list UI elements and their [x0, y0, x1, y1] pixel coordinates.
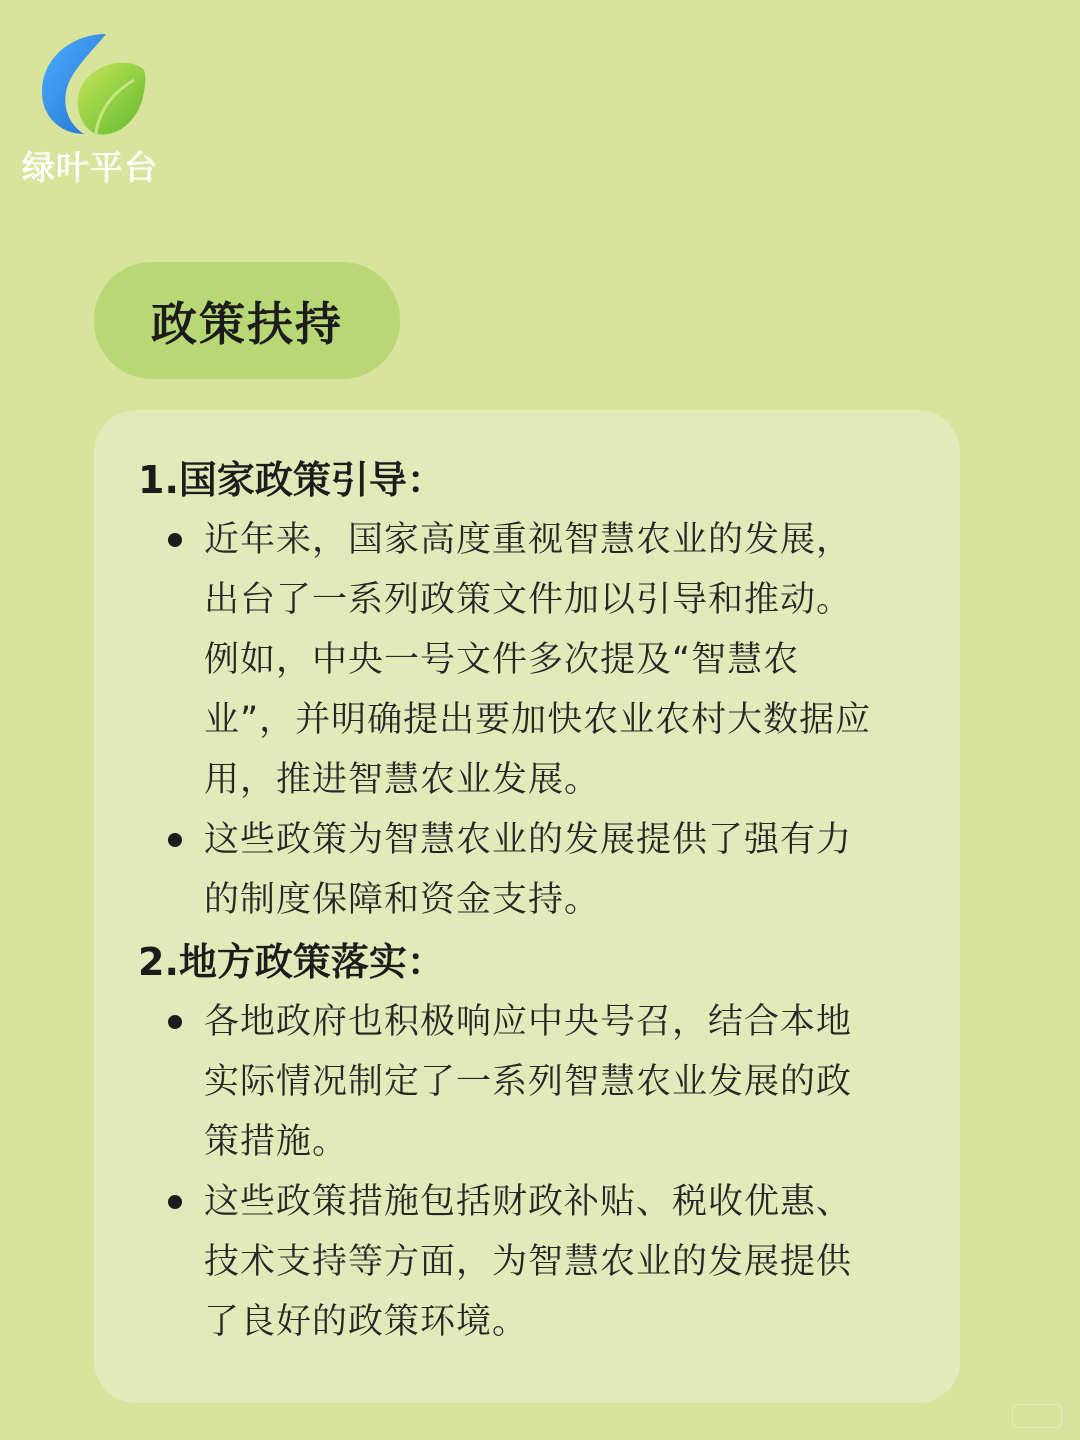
bullet-dot	[168, 1195, 182, 1209]
brand-logo	[22, 28, 172, 193]
bullet-dot	[168, 1015, 182, 1029]
bullet-dot	[168, 833, 182, 847]
text-line: 这些政策措施包括财政补贴、税收优惠、	[204, 1182, 853, 1222]
text-line: 各地政府也积极响应中央号召，结合本地	[204, 1002, 853, 1042]
text-line: 技术支持等方面，为智慧农业的发展提供	[204, 1242, 853, 1282]
text-line: 近年来，国家高度重视智慧农业的发展，	[204, 520, 853, 560]
page-title: 政策扶持	[151, 296, 343, 351]
text-line: 实际情况制定了一系列智慧农业发展的政	[204, 1062, 853, 1102]
text-line: 策措施。	[204, 1122, 349, 1162]
bullet-dot	[168, 533, 182, 547]
paragraph-national-1	[204, 510, 924, 810]
title-badge	[94, 262, 400, 379]
text-line: 了良好的政策环境。	[204, 1302, 529, 1342]
text-line: 用，推进智慧农业发展。	[204, 760, 601, 800]
text-line: 这些政策为智慧农业的发展提供了强有力	[204, 820, 853, 860]
text-line: 的制度保障和资金支持。	[204, 880, 601, 920]
brand-name: 绿叶平台	[22, 148, 158, 187]
paragraph-local-2	[204, 1172, 924, 1352]
section-heading-local: 2.地方政策落实：	[138, 940, 445, 984]
paragraph-local-1	[204, 992, 924, 1172]
text-line: 出台了一系列政策文件加以引导和推动。	[204, 580, 853, 620]
text-line: 业”，并明确提出要加快农业农村大数据应	[204, 700, 872, 740]
content-card	[94, 410, 960, 1403]
section-heading-national: 1.国家政策引导：	[138, 458, 445, 502]
leaf-logo-icon	[36, 30, 148, 140]
paragraph-national-2	[204, 810, 924, 930]
watermark-mark	[1012, 1404, 1062, 1428]
text-line: 例如，中央一号文件多次提及“智慧农	[204, 640, 800, 680]
